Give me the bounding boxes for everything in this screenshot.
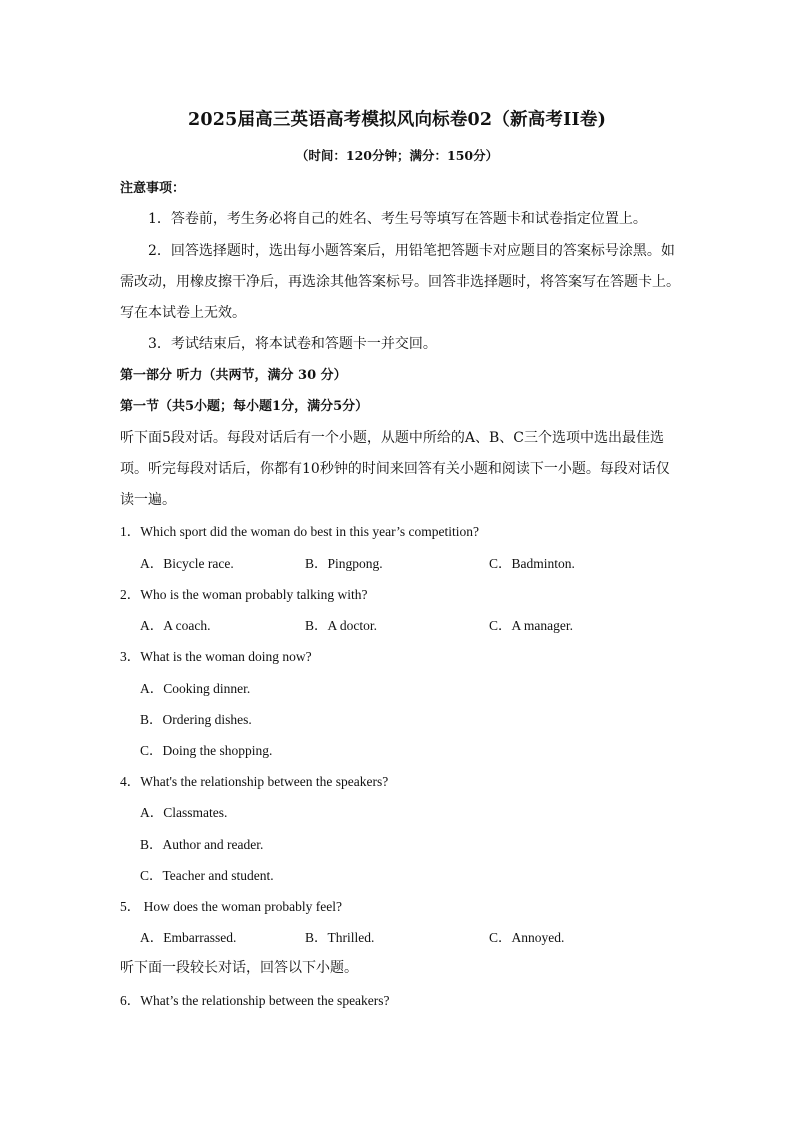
notice-item-2-line-1: 2．回答选择题时，选出每小题答案后，用铅笔把答题卡对应题目的答案标号涂黑。如 bbox=[148, 243, 675, 259]
question-5-option-b: B．Thrilled. bbox=[305, 930, 375, 945]
question-5-text: 5． How does the woman probably feel? bbox=[120, 899, 342, 914]
notice-item-2-line-2: 需改动，用橡皮擦干净后，再选涂其他答案标号。回答非选择题时，将答案写在答题卡上。 bbox=[120, 274, 680, 290]
exam-title: 2025届高三英语高考模拟风向标卷02（新高考II卷) bbox=[187, 110, 607, 130]
notice-heading: 注意事项： bbox=[120, 181, 186, 196]
question-2-text: 2．Who is the woman probably talking with? bbox=[120, 587, 368, 602]
section1-intro-line-2: 项。听完每段对话后，你都有10秒钟的时间来回答有关小题和阅读下一小题。每段对话仅 bbox=[120, 461, 670, 477]
question-3-text: 3．What is the woman doing now? bbox=[120, 649, 312, 664]
question-2-option-c: C．A manager. bbox=[489, 618, 573, 633]
question-1-option-a: A．Bicycle race. bbox=[140, 556, 234, 571]
part1-heading: 第一部分 听力（共两节，满分 30 分） bbox=[120, 368, 347, 383]
question-3-option-c: C．Doing the shopping. bbox=[140, 743, 273, 758]
question-3-option-a: A．Cooking dinner. bbox=[140, 681, 251, 696]
question-5-option-a: A．Embarrassed. bbox=[140, 930, 237, 945]
question-2-option-a: A．A coach. bbox=[140, 618, 211, 633]
question-4-option-b: B．Author and reader. bbox=[140, 837, 264, 852]
longer-dialogue-intro: 听下面一段较长对话，回答以下小题。 bbox=[120, 960, 358, 976]
notice-item-3: 3．考试结束后，将本试卷和答题卡一并交回。 bbox=[148, 336, 437, 352]
question-4-option-c: C．Teacher and student. bbox=[140, 868, 274, 883]
section1-intro-line-3: 读一遍。 bbox=[120, 492, 176, 508]
question-4-option-a: A．Classmates. bbox=[140, 805, 228, 820]
notice-item-2-line-3: 写在本试卷上无效。 bbox=[120, 305, 246, 321]
notice-item-1: 1．答卷前，考生务必将自己的姓名、考生号等填写在答题卡和试卷指定位置上。 bbox=[148, 211, 647, 227]
question-4-text: 4．What's the relationship between the speakers? bbox=[120, 774, 389, 789]
question-1-text: 1．Which sport did the woman do best in this year’s competition? bbox=[120, 524, 479, 539]
question-1-option-b: B．Pingpong. bbox=[305, 556, 383, 571]
section1-intro-line-1: 听下面5段对话。每段对话后有一个小题，从题中所给的A、B、C三个选项中选出最佳选 bbox=[120, 430, 665, 446]
exam-time-score: （时间：120分钟；满分：150分） bbox=[295, 148, 499, 163]
section1-heading: 第一节（共5小题；每小题1分，满分5分） bbox=[120, 399, 369, 414]
question-5-option-c: C．Annoyed. bbox=[489, 930, 565, 945]
question-6-text: 6．What’s the relationship between the speakers? bbox=[120, 993, 390, 1008]
question-1-option-c: C．Badminton. bbox=[489, 556, 575, 571]
question-2-option-b: B．A doctor. bbox=[305, 618, 378, 633]
question-3-option-b: B．Ordering dishes. bbox=[140, 712, 252, 727]
